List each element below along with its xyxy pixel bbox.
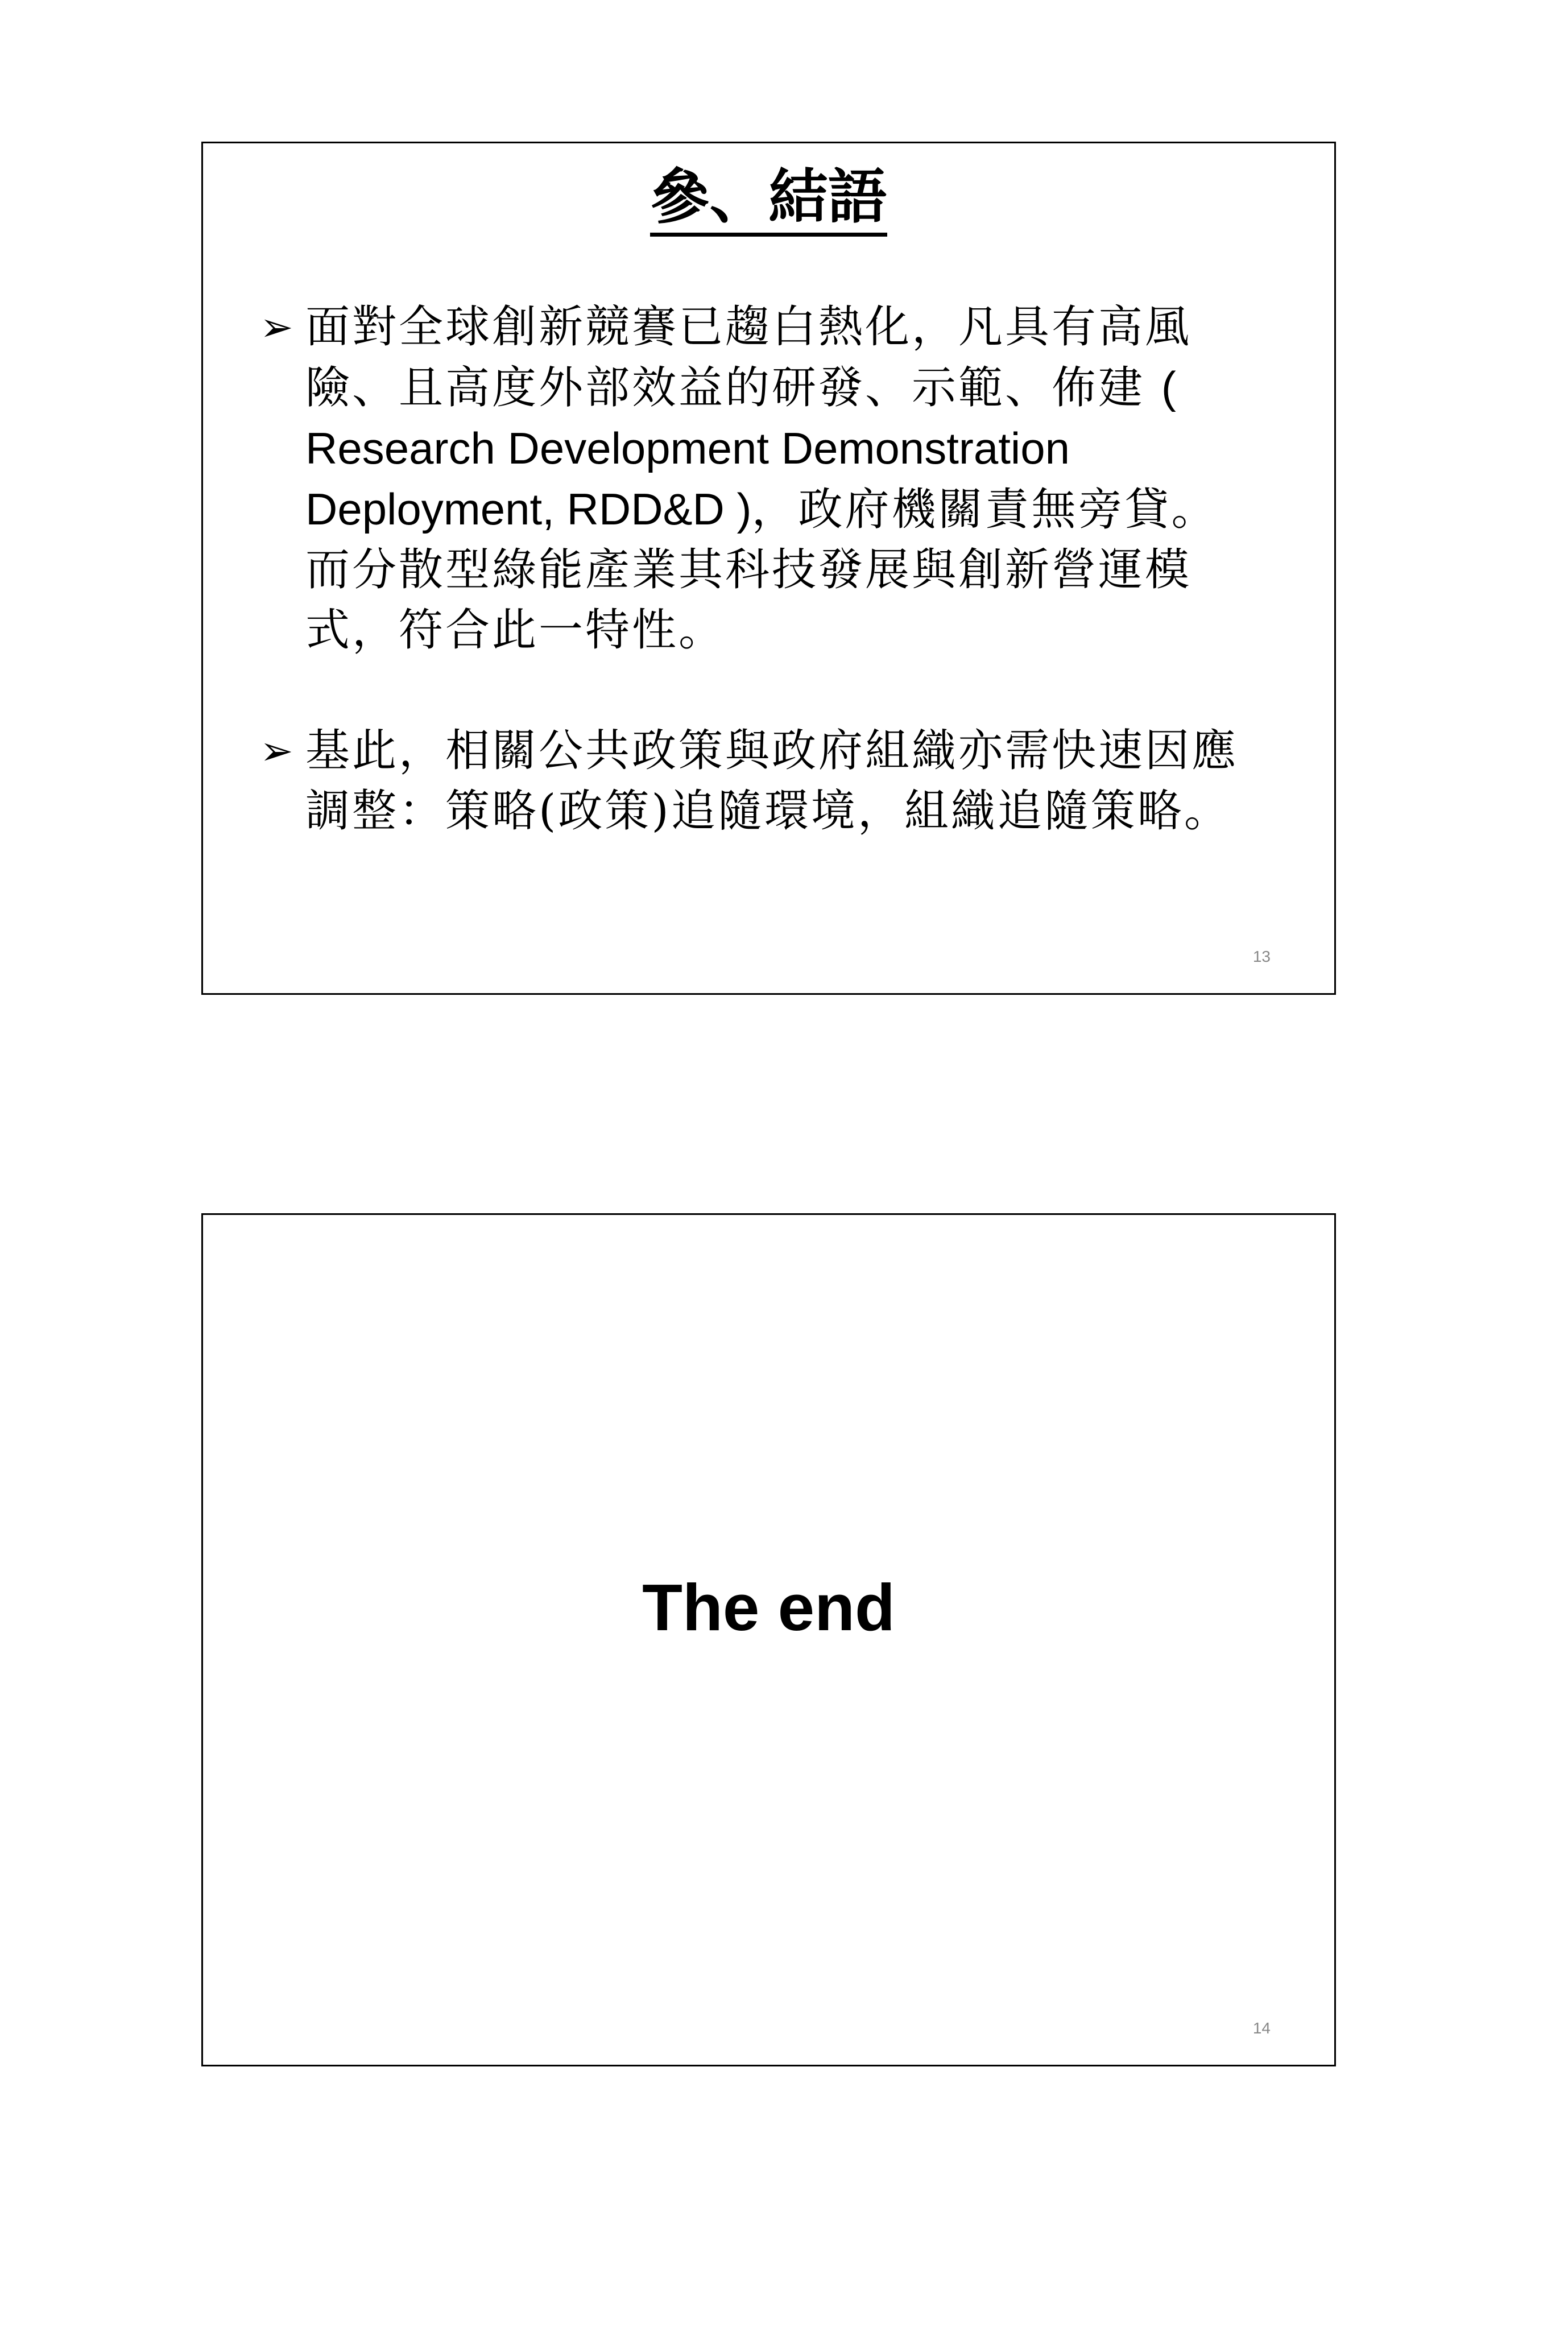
end-text: The end bbox=[642, 1570, 895, 1644]
slide-13 bbox=[201, 142, 1336, 995]
bullet-text: 面對全球創新競賽已趨白熱化，凡具有高風險、且高度外部效益的研發、示範、佈建 bbox=[305, 301, 1192, 414]
slide-number: 13 bbox=[1252, 948, 1271, 965]
bullet-text-continued: ，政府機關責無旁貸。而分散型綠能產業其科技發展與創新營運模式，符合此一特性。 bbox=[305, 484, 1218, 656]
bullet-item bbox=[260, 721, 1261, 841]
slide-14 bbox=[201, 1213, 1336, 2066]
bullet-text-latin: ( Research Development Demonstration Deployment, RDD&D ) bbox=[305, 362, 1176, 534]
arrow-bullet-icon: ➢ bbox=[260, 727, 296, 774]
arrow-bullet-icon: ➢ bbox=[260, 304, 296, 350]
slide-number: 14 bbox=[1252, 2019, 1271, 2037]
bullet-text: 基此，相關公共政策與政府組織亦需快速因應調整：策略(政策)追隨環境，組織追隨策略。 bbox=[305, 725, 1239, 837]
slide-title: 參、結語 bbox=[203, 157, 1334, 237]
bullet-list bbox=[260, 297, 1261, 841]
bullet-item bbox=[260, 297, 1261, 660]
